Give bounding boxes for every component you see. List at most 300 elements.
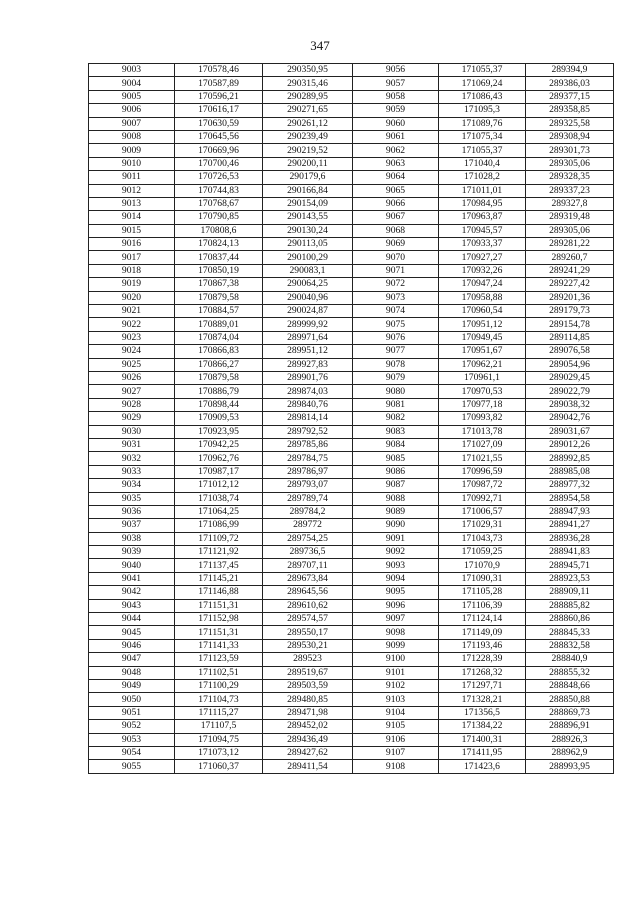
point-number-cell: 9019 [89,278,175,291]
point-number-cell: 9083 [353,425,439,438]
x-coordinate-cell: 170923,95 [175,425,263,438]
y-coordinate-cell: 290143,55 [263,211,353,224]
x-coordinate-cell: 170927,27 [439,251,526,264]
x-coordinate-cell: 170993,82 [439,412,526,425]
x-coordinate-cell: 170850,19 [175,264,263,277]
x-coordinate-cell: 171149,09 [439,626,526,639]
x-coordinate-cell: 171013,78 [439,425,526,438]
y-coordinate-cell: 290271,65 [263,104,353,117]
y-coordinate-cell: 289793,07 [263,479,353,492]
table-row [89,572,614,585]
x-coordinate-cell: 171152,98 [175,613,263,626]
point-number-cell: 9079 [353,371,439,384]
point-number-cell: 9010 [89,157,175,170]
x-coordinate-cell: 170587,89 [175,77,263,90]
point-number-cell: 9027 [89,385,175,398]
x-coordinate-cell: 170932,26 [439,264,526,277]
y-coordinate-cell: 290083,1 [263,264,353,277]
table-row [89,613,614,626]
y-coordinate-cell: 290179,6 [263,171,353,184]
y-coordinate-cell: 289325,58 [526,117,614,130]
x-coordinate-cell: 170992,71 [439,492,526,505]
table-row [89,559,614,572]
point-number-cell: 9028 [89,398,175,411]
x-coordinate-cell: 171028,2 [439,171,526,184]
x-coordinate-cell: 170700,46 [175,157,263,170]
table-row [89,586,614,599]
point-number-cell: 9101 [353,666,439,679]
x-coordinate-cell: 170726,53 [175,171,263,184]
point-number-cell: 9050 [89,693,175,706]
x-coordinate-cell: 171384,22 [439,720,526,733]
point-number-cell: 9095 [353,586,439,599]
table-row [89,130,614,143]
x-coordinate-cell: 171146,88 [175,586,263,599]
x-coordinate-cell: 171094,75 [175,733,263,746]
point-number-cell: 9076 [353,331,439,344]
y-coordinate-cell: 289281,22 [526,238,614,251]
x-coordinate-cell: 170963,87 [439,211,526,224]
x-coordinate-cell: 170933,37 [439,238,526,251]
y-coordinate-cell: 288941,27 [526,519,614,532]
x-coordinate-cell: 171151,31 [175,599,263,612]
y-coordinate-cell: 289308,94 [526,130,614,143]
table-row [89,385,614,398]
y-coordinate-cell: 289328,35 [526,171,614,184]
y-coordinate-cell: 288845,33 [526,626,614,639]
x-coordinate-cell: 171400,31 [439,733,526,746]
x-coordinate-cell: 171090,31 [439,572,526,585]
point-number-cell: 9037 [89,519,175,532]
x-coordinate-cell: 170909,53 [175,412,263,425]
point-number-cell: 9058 [353,90,439,103]
x-coordinate-cell: 170987,72 [439,479,526,492]
y-coordinate-cell: 288840,9 [526,653,614,666]
y-coordinate-cell: 289179,73 [526,305,614,318]
x-coordinate-cell: 171228,39 [439,653,526,666]
y-coordinate-cell: 289452,02 [263,720,353,733]
x-coordinate-cell: 171060,37 [175,760,263,773]
x-coordinate-cell: 171086,99 [175,519,263,532]
y-coordinate-cell: 289038,32 [526,398,614,411]
x-coordinate-cell: 171328,21 [439,693,526,706]
table-row [89,626,614,639]
x-coordinate-cell: 171027,09 [439,438,526,451]
point-number-cell: 9021 [89,305,175,318]
y-coordinate-cell: 289480,85 [263,693,353,706]
y-coordinate-cell: 288947,93 [526,505,614,518]
x-coordinate-cell: 171121,92 [175,546,263,559]
x-coordinate-cell: 171151,31 [175,626,263,639]
x-coordinate-cell: 171029,31 [439,519,526,532]
y-coordinate-cell: 289503,59 [263,679,353,692]
x-coordinate-cell: 171086,43 [439,90,526,103]
point-number-cell: 9055 [89,760,175,773]
y-coordinate-cell: 289814,14 [263,412,353,425]
x-coordinate-cell: 170578,46 [175,64,263,77]
y-coordinate-cell: 289471,98 [263,706,353,719]
x-coordinate-cell: 170824,13 [175,238,263,251]
x-coordinate-cell: 170630,59 [175,117,263,130]
point-number-cell: 9065 [353,184,439,197]
x-coordinate-cell: 170951,67 [439,345,526,358]
table-row [89,90,614,103]
x-coordinate-cell: 171115,27 [175,706,263,719]
point-number-cell: 9009 [89,144,175,157]
x-coordinate-cell: 170984,95 [439,197,526,210]
table-row [89,278,614,291]
point-number-cell: 9104 [353,706,439,719]
table-row [89,398,614,411]
table-row [89,653,614,666]
point-number-cell: 9031 [89,438,175,451]
y-coordinate-cell: 289377,15 [526,90,614,103]
x-coordinate-cell: 171075,34 [439,130,526,143]
x-coordinate-cell: 170879,58 [175,371,263,384]
table-row [89,599,614,612]
y-coordinate-cell: 288945,71 [526,559,614,572]
x-coordinate-cell: 171040,4 [439,157,526,170]
point-number-cell: 9073 [353,291,439,304]
point-number-cell: 9061 [353,130,439,143]
table-row [89,532,614,545]
table-row [89,305,614,318]
point-number-cell: 9020 [89,291,175,304]
point-number-cell: 9015 [89,224,175,237]
point-number-cell: 9103 [353,693,439,706]
x-coordinate-cell: 170866,83 [175,345,263,358]
y-coordinate-cell: 290130,24 [263,224,353,237]
y-coordinate-cell: 290166,84 [263,184,353,197]
y-coordinate-cell: 288909,11 [526,586,614,599]
point-number-cell: 9075 [353,318,439,331]
point-number-cell: 9018 [89,264,175,277]
y-coordinate-cell: 289772 [263,519,353,532]
coordinates-table [88,63,614,774]
x-coordinate-cell: 171055,37 [439,64,526,77]
x-coordinate-cell: 170790,85 [175,211,263,224]
point-number-cell: 9040 [89,559,175,572]
x-coordinate-cell: 171105,28 [439,586,526,599]
y-coordinate-cell: 288977,32 [526,479,614,492]
table-row [89,358,614,371]
x-coordinate-cell: 171423,6 [439,760,526,773]
table-row [89,492,614,505]
x-coordinate-cell: 171193,46 [439,639,526,652]
table-row [89,371,614,384]
y-coordinate-cell: 288954,58 [526,492,614,505]
y-coordinate-cell: 289999,92 [263,318,353,331]
point-number-cell: 9051 [89,706,175,719]
x-coordinate-cell: 170645,56 [175,130,263,143]
point-number-cell: 9059 [353,104,439,117]
point-number-cell: 9067 [353,211,439,224]
table-row [89,117,614,130]
x-coordinate-cell: 171069,24 [439,77,526,90]
point-number-cell: 9086 [353,465,439,478]
x-coordinate-cell: 170962,21 [439,358,526,371]
point-number-cell: 9006 [89,104,175,117]
y-coordinate-cell: 289840,76 [263,398,353,411]
point-number-cell: 9039 [89,546,175,559]
y-coordinate-cell: 290064,25 [263,278,353,291]
x-coordinate-cell: 171043,73 [439,532,526,545]
y-coordinate-cell: 289319,48 [526,211,614,224]
y-coordinate-cell: 288985,08 [526,465,614,478]
y-coordinate-cell: 290040,96 [263,291,353,304]
point-number-cell: 9082 [353,412,439,425]
x-coordinate-cell: 170951,12 [439,318,526,331]
table-row [89,238,614,251]
x-coordinate-cell: 171356,5 [439,706,526,719]
x-coordinate-cell: 170669,96 [175,144,263,157]
x-coordinate-cell: 170874,04 [175,331,263,344]
point-number-cell: 9043 [89,599,175,612]
y-coordinate-cell: 289645,56 [263,586,353,599]
x-coordinate-cell: 171012,12 [175,479,263,492]
x-coordinate-cell: 170886,79 [175,385,263,398]
point-number-cell: 9004 [89,77,175,90]
y-coordinate-cell: 290100,29 [263,251,353,264]
y-coordinate-cell: 288962,9 [526,746,614,759]
y-coordinate-cell: 289042,76 [526,412,614,425]
point-number-cell: 9023 [89,331,175,344]
point-number-cell: 9087 [353,479,439,492]
y-coordinate-cell: 290200,11 [263,157,353,170]
y-coordinate-cell: 288896,91 [526,720,614,733]
point-number-cell: 9071 [353,264,439,277]
table-row [89,345,614,358]
point-number-cell: 9107 [353,746,439,759]
y-coordinate-cell: 289114,85 [526,331,614,344]
table-row [89,746,614,759]
point-number-cell: 9098 [353,626,439,639]
x-coordinate-cell: 170866,27 [175,358,263,371]
point-number-cell: 9054 [89,746,175,759]
y-coordinate-cell: 289784,75 [263,452,353,465]
y-coordinate-cell: 288885,82 [526,599,614,612]
point-number-cell: 9038 [89,532,175,545]
x-coordinate-cell: 171006,57 [439,505,526,518]
x-coordinate-cell: 170808,6 [175,224,263,237]
y-coordinate-cell: 288923,53 [526,572,614,585]
y-coordinate-cell: 288832,58 [526,639,614,652]
y-coordinate-cell: 290261,12 [263,117,353,130]
y-coordinate-cell: 289754,25 [263,532,353,545]
x-coordinate-cell: 171073,12 [175,746,263,759]
point-number-cell: 9069 [353,238,439,251]
table-row [89,546,614,559]
table-row [89,264,614,277]
x-coordinate-cell: 170945,57 [439,224,526,237]
table-row [89,157,614,170]
table-row [89,104,614,117]
y-coordinate-cell: 289792,52 [263,425,353,438]
y-coordinate-cell: 289260,7 [526,251,614,264]
point-number-cell: 9024 [89,345,175,358]
x-coordinate-cell: 171059,25 [439,546,526,559]
table-row [89,412,614,425]
x-coordinate-cell: 171070,9 [439,559,526,572]
point-number-cell: 9081 [353,398,439,411]
point-number-cell: 9062 [353,144,439,157]
y-coordinate-cell: 288855,32 [526,666,614,679]
y-coordinate-cell: 289951,12 [263,345,353,358]
y-coordinate-cell: 289736,5 [263,546,353,559]
point-number-cell: 9011 [89,171,175,184]
y-coordinate-cell: 289154,78 [526,318,614,331]
y-coordinate-cell: 289550,17 [263,626,353,639]
y-coordinate-cell: 288993,95 [526,760,614,773]
x-coordinate-cell: 171100,29 [175,679,263,692]
table-row [89,425,614,438]
table-row [89,64,614,77]
y-coordinate-cell: 289927,83 [263,358,353,371]
x-coordinate-cell: 170616,17 [175,104,263,117]
point-number-cell: 9084 [353,438,439,451]
point-number-cell: 9042 [89,586,175,599]
y-coordinate-cell: 289610,62 [263,599,353,612]
point-number-cell: 9014 [89,211,175,224]
x-coordinate-cell: 171141,33 [175,639,263,652]
x-coordinate-cell: 171123,59 [175,653,263,666]
x-coordinate-cell: 170884,57 [175,305,263,318]
x-coordinate-cell: 171102,51 [175,666,263,679]
point-number-cell: 9092 [353,546,439,559]
y-coordinate-cell: 289029,45 [526,371,614,384]
x-coordinate-cell: 170596,21 [175,90,263,103]
y-coordinate-cell: 289436,49 [263,733,353,746]
y-coordinate-cell: 289394,9 [526,64,614,77]
x-coordinate-cell: 171411,95 [439,746,526,759]
x-coordinate-cell: 171297,71 [439,679,526,692]
point-number-cell: 9078 [353,358,439,371]
point-number-cell: 9035 [89,492,175,505]
y-coordinate-cell: 288941,83 [526,546,614,559]
y-coordinate-cell: 288926,3 [526,733,614,746]
coordinates-table-body [89,64,614,774]
x-coordinate-cell: 170962,76 [175,452,263,465]
table-row [89,760,614,773]
x-coordinate-cell: 170867,38 [175,278,263,291]
point-number-cell: 9057 [353,77,439,90]
point-number-cell: 9022 [89,318,175,331]
x-coordinate-cell: 170942,25 [175,438,263,451]
point-number-cell: 9025 [89,358,175,371]
point-number-cell: 9093 [353,559,439,572]
y-coordinate-cell: 289411,54 [263,760,353,773]
table-row [89,452,614,465]
y-coordinate-cell: 289227,42 [526,278,614,291]
point-number-cell: 9060 [353,117,439,130]
point-number-cell: 9070 [353,251,439,264]
y-coordinate-cell: 289054,96 [526,358,614,371]
point-number-cell: 9068 [353,224,439,237]
point-number-cell: 9041 [89,572,175,585]
y-coordinate-cell: 289530,21 [263,639,353,652]
table-row [89,251,614,264]
point-number-cell: 9096 [353,599,439,612]
point-number-cell: 9085 [353,452,439,465]
y-coordinate-cell: 289201,36 [526,291,614,304]
point-number-cell: 9016 [89,238,175,251]
table-row [89,318,614,331]
point-number-cell: 9072 [353,278,439,291]
point-number-cell: 9026 [89,371,175,384]
x-coordinate-cell: 171106,39 [439,599,526,612]
point-number-cell: 9097 [353,613,439,626]
y-coordinate-cell: 289337,23 [526,184,614,197]
point-number-cell: 9066 [353,197,439,210]
point-number-cell: 9030 [89,425,175,438]
table-row [89,171,614,184]
point-number-cell: 9052 [89,720,175,733]
point-number-cell: 9033 [89,465,175,478]
y-coordinate-cell: 289301,73 [526,144,614,157]
point-number-cell: 9003 [89,64,175,77]
x-coordinate-cell: 171109,72 [175,532,263,545]
x-coordinate-cell: 170768,67 [175,197,263,210]
y-coordinate-cell: 290024,87 [263,305,353,318]
y-coordinate-cell: 289784,2 [263,505,353,518]
point-number-cell: 9048 [89,666,175,679]
point-number-cell: 9013 [89,197,175,210]
x-coordinate-cell: 171038,74 [175,492,263,505]
point-number-cell: 9053 [89,733,175,746]
table-row [89,679,614,692]
point-number-cell: 9074 [353,305,439,318]
x-coordinate-cell: 171104,73 [175,693,263,706]
x-coordinate-cell: 171095,3 [439,104,526,117]
table-row [89,77,614,90]
table-row [89,693,614,706]
x-coordinate-cell: 170970,53 [439,385,526,398]
y-coordinate-cell: 290315,46 [263,77,353,90]
x-coordinate-cell: 170987,17 [175,465,263,478]
point-number-cell: 9100 [353,653,439,666]
y-coordinate-cell: 289673,84 [263,572,353,585]
point-number-cell: 9034 [89,479,175,492]
y-coordinate-cell: 289022,79 [526,385,614,398]
y-coordinate-cell: 289574,57 [263,613,353,626]
point-number-cell: 9012 [89,184,175,197]
x-coordinate-cell: 171124,14 [439,613,526,626]
table-row [89,184,614,197]
table-row [89,224,614,237]
x-coordinate-cell: 170961,1 [439,371,526,384]
point-number-cell: 9090 [353,519,439,532]
y-coordinate-cell: 290350,95 [263,64,353,77]
table-row [89,197,614,210]
table-row [89,438,614,451]
y-coordinate-cell: 289358,85 [526,104,614,117]
y-coordinate-cell: 288936,28 [526,532,614,545]
x-coordinate-cell: 170879,58 [175,291,263,304]
point-number-cell: 9005 [89,90,175,103]
x-coordinate-cell: 170977,18 [439,398,526,411]
y-coordinate-cell: 288992,85 [526,452,614,465]
y-coordinate-cell: 289076,58 [526,345,614,358]
x-coordinate-cell: 171064,25 [175,505,263,518]
point-number-cell: 9080 [353,385,439,398]
y-coordinate-cell: 289241,29 [526,264,614,277]
y-coordinate-cell: 289031,67 [526,425,614,438]
y-coordinate-cell: 289901,76 [263,371,353,384]
x-coordinate-cell: 170898,44 [175,398,263,411]
point-number-cell: 9032 [89,452,175,465]
y-coordinate-cell: 288869,73 [526,706,614,719]
table-row [89,465,614,478]
